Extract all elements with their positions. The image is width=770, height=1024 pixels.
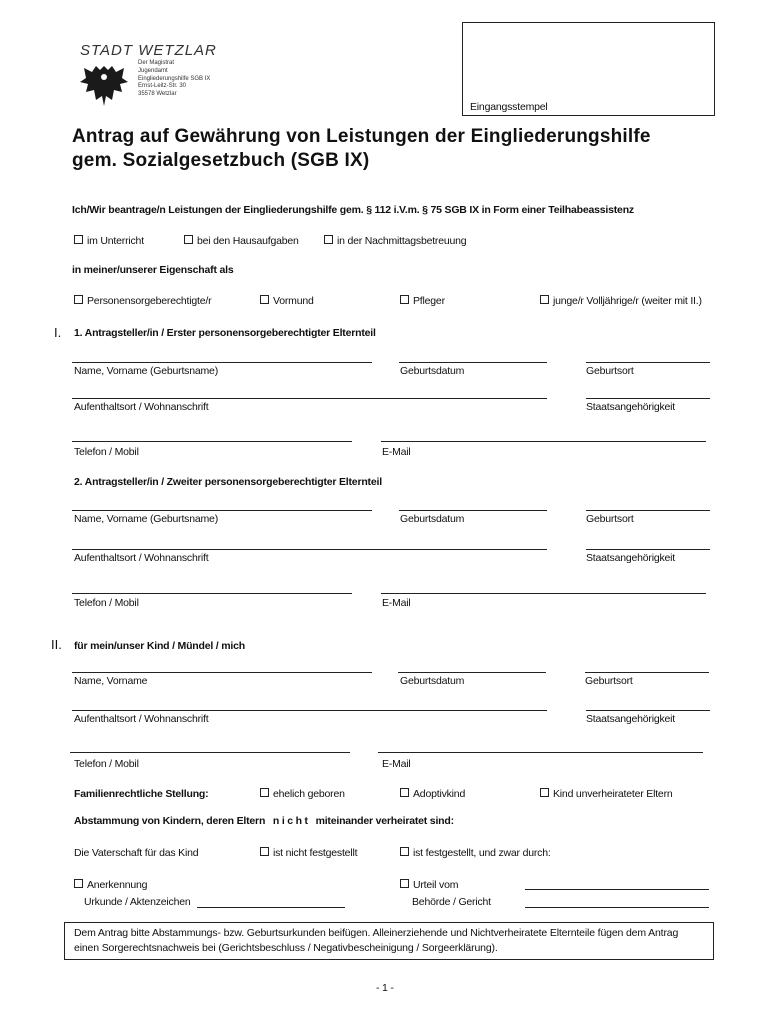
dob-field-line[interactable] — [398, 672, 546, 673]
intro-statement: Ich/Wir beantrage/n Leistungen der Eingliederungshilfe gem. § 112 i.V.m. § 75 SGB IX in Form einer Teilhabeassistenz — [72, 204, 634, 216]
stamp-label: Eingangsstempel — [470, 101, 548, 113]
city-name: STADT WETZLAR — [80, 42, 217, 59]
checkbox-icon[interactable] — [400, 847, 409, 856]
email-field-line[interactable] — [381, 593, 706, 594]
checkbox-label: Vormund — [273, 295, 314, 307]
nationality-field-line[interactable] — [586, 549, 710, 550]
authority-field-line[interactable] — [525, 907, 709, 908]
residence-field-line[interactable] — [72, 549, 547, 550]
checkbox-icon[interactable] — [260, 847, 269, 856]
checkbox-label: Anerkennung — [87, 879, 148, 891]
checkbox-label: Personensorgeberechtigte/r — [87, 295, 212, 307]
form-title-line1: Antrag auf Gewährung von Leistungen der Eingliederungshilfe — [72, 126, 651, 147]
descent-label: Abstammung von Kindern, deren Eltern — [74, 815, 266, 827]
nationality-label: Staatsangehörigkeit — [586, 401, 676, 413]
address-line: Jugendamt — [138, 67, 168, 74]
checkbox-anerkennung[interactable] — [74, 879, 147, 891]
checkbox-icon[interactable] — [540, 788, 549, 797]
checkbox-label: ehelich geboren — [273, 788, 345, 800]
section-number-roman: II. — [51, 637, 62, 652]
checkbox-label: ist festgestellt, und zwar durch: — [413, 847, 551, 859]
name-field-line[interactable] — [72, 510, 372, 511]
section-number-roman: I. — [54, 325, 62, 340]
dob-label: Geburtsdatum — [400, 675, 465, 687]
checkbox-unverheiratet[interactable] — [540, 788, 673, 800]
checkbox-label: ist nicht festgestellt — [273, 847, 358, 859]
phone-label: Telefon / Mobil — [74, 597, 139, 609]
note-line: Dem Antrag bitte Abstammungs- bzw. Geburtsurkunden beifügen. Alleinerziehende und Nichtverheiratete Elternteile fügen dem Antrag — [74, 927, 679, 939]
record-label: Urkunde / Aktenzeichen — [84, 896, 191, 908]
checkbox-label: Pfleger — [413, 295, 445, 307]
checkbox-nicht-festgestellt[interactable] — [260, 847, 357, 859]
name-label: Name, Vorname (Geburtsname) — [74, 365, 218, 377]
descent-heading — [74, 815, 454, 827]
descent-rest: miteinander verheiratet sind: — [315, 815, 454, 827]
dob-label: Geburtsdatum — [400, 513, 465, 525]
checkbox-label: Urteil vom — [413, 879, 459, 891]
checkbox-vormund[interactable] — [260, 295, 314, 307]
address-block — [138, 60, 210, 99]
attachment-note-box — [64, 922, 714, 960]
checkbox-icon[interactable] — [74, 235, 83, 244]
name-label: Name, Vorname (Geburtsname) — [74, 513, 218, 525]
name-label: Name, Vorname — [74, 675, 148, 687]
phone-field-line[interactable] — [70, 752, 350, 753]
nationality-label: Staatsangehörigkeit — [586, 552, 676, 564]
checkbox-label: bei den Hausaufgaben — [197, 235, 299, 247]
checkbox-im-unterricht[interactable] — [74, 235, 144, 247]
checkbox-label: Kind unverheirateter Eltern — [553, 788, 673, 800]
checkbox-junge-volljaehrige[interactable] — [540, 295, 702, 307]
residence-field-line[interactable] — [72, 710, 547, 711]
nationality-field-line[interactable] — [586, 398, 710, 399]
address-line: Der Magistrat — [138, 60, 175, 66]
checkbox-label: in der Nachmittagsbetreuung — [337, 235, 467, 247]
record-number-field-line[interactable] — [197, 907, 345, 908]
checkbox-nachmittagsbetreuung[interactable] — [324, 235, 466, 247]
section-heading-applicant-1: 1. Antragsteller/in / Erster personensorgeberechtigter Elternteil — [74, 327, 376, 339]
pob-label: Geburtsort — [586, 365, 634, 377]
checkbox-urteil[interactable] — [400, 879, 458, 891]
judgment-date-field-line[interactable] — [525, 889, 709, 890]
dob-field-line[interactable] — [399, 510, 547, 511]
phone-label: Telefon / Mobil — [74, 758, 139, 770]
checkbox-icon[interactable] — [74, 879, 83, 888]
pob-label: Geburtsort — [585, 675, 633, 687]
capacity-label: in meiner/unserer Eigenschaft als — [72, 264, 234, 276]
checkbox-icon[interactable] — [74, 295, 83, 304]
checkbox-label: Adoptivkind — [413, 788, 466, 800]
residence-field-line[interactable] — [72, 398, 547, 399]
name-field-line[interactable] — [72, 672, 372, 673]
phone-field-line[interactable] — [72, 441, 352, 442]
checkbox-icon[interactable] — [184, 235, 193, 244]
pob-field-line[interactable] — [586, 510, 710, 511]
section-heading-child: für mein/unser Kind / Mündel / mich — [74, 640, 245, 652]
address-line: Ernst-Leitz-Str. 30 — [138, 83, 187, 90]
phone-field-line[interactable] — [72, 593, 352, 594]
checkbox-personensorgeberechtigte[interactable] — [74, 295, 211, 307]
checkbox-label: junge/r Volljährige/r (weiter mit II.) — [553, 295, 702, 307]
checkbox-pfleger[interactable] — [400, 295, 445, 307]
checkbox-icon[interactable] — [540, 295, 549, 304]
checkbox-icon[interactable] — [400, 295, 409, 304]
name-field-line[interactable] — [72, 362, 372, 363]
email-label: E-Mail — [382, 758, 411, 770]
nationality-label: Staatsangehörigkeit — [586, 713, 676, 725]
form-title-line2: gem. Sozialgesetzbuch (SGB IX) — [72, 150, 370, 171]
section-heading-applicant-2: 2. Antragsteller/in / Zweiter personensorgeberechtigter Elternteil — [74, 476, 382, 488]
email-label: E-Mail — [382, 446, 411, 458]
checkbox-adoptivkind[interactable] — [400, 788, 465, 800]
pob-field-line[interactable] — [586, 362, 710, 363]
pob-field-line[interactable] — [585, 672, 709, 673]
phone-label: Telefon / Mobil — [74, 446, 139, 458]
city-coat-of-arms-icon — [78, 60, 130, 108]
checkbox-icon[interactable] — [400, 879, 409, 888]
note-line: einen Sorgerechtsnachweis bei (Gerichtsbeschluss / Negativbescheinigung / Sorgeerklärung). — [74, 942, 498, 954]
checkbox-hausaufgaben[interactable] — [184, 235, 299, 247]
dob-label: Geburtsdatum — [400, 365, 465, 377]
checkbox-icon[interactable] — [260, 788, 269, 797]
checkbox-ehelich[interactable] — [260, 788, 345, 800]
residence-label: Aufenthaltsort / Wohnanschrift — [74, 552, 209, 564]
email-label: E-Mail — [382, 597, 411, 609]
address-line: Eingliederungshilfe SGB IX — [138, 75, 211, 82]
family-status-label: Familienrechtliche Stellung: — [74, 788, 209, 800]
authority-label: Behörde / Gericht — [412, 896, 491, 908]
dob-field-line[interactable] — [399, 362, 547, 363]
email-field-line[interactable] — [378, 752, 703, 753]
residence-label: Aufenthaltsort / Wohnanschrift — [74, 401, 209, 413]
checkbox-icon[interactable] — [324, 235, 333, 244]
address-line: 35578 Wetzlar — [138, 91, 177, 98]
page-number: - 1 - — [376, 982, 394, 994]
nationality-field-line[interactable] — [586, 710, 710, 711]
checkbox-festgestellt[interactable] — [400, 847, 551, 859]
checkbox-icon[interactable] — [260, 295, 269, 304]
checkbox-label: im Unterricht — [87, 235, 144, 247]
residence-label: Aufenthaltsort / Wohnanschrift — [74, 713, 209, 725]
checkbox-icon[interactable] — [400, 788, 409, 797]
pob-label: Geburtsort — [586, 513, 634, 525]
paternity-label: Die Vaterschaft für das Kind — [74, 847, 199, 859]
email-field-line[interactable] — [381, 441, 706, 442]
descent-emphasis: n i c h t — [272, 815, 308, 827]
